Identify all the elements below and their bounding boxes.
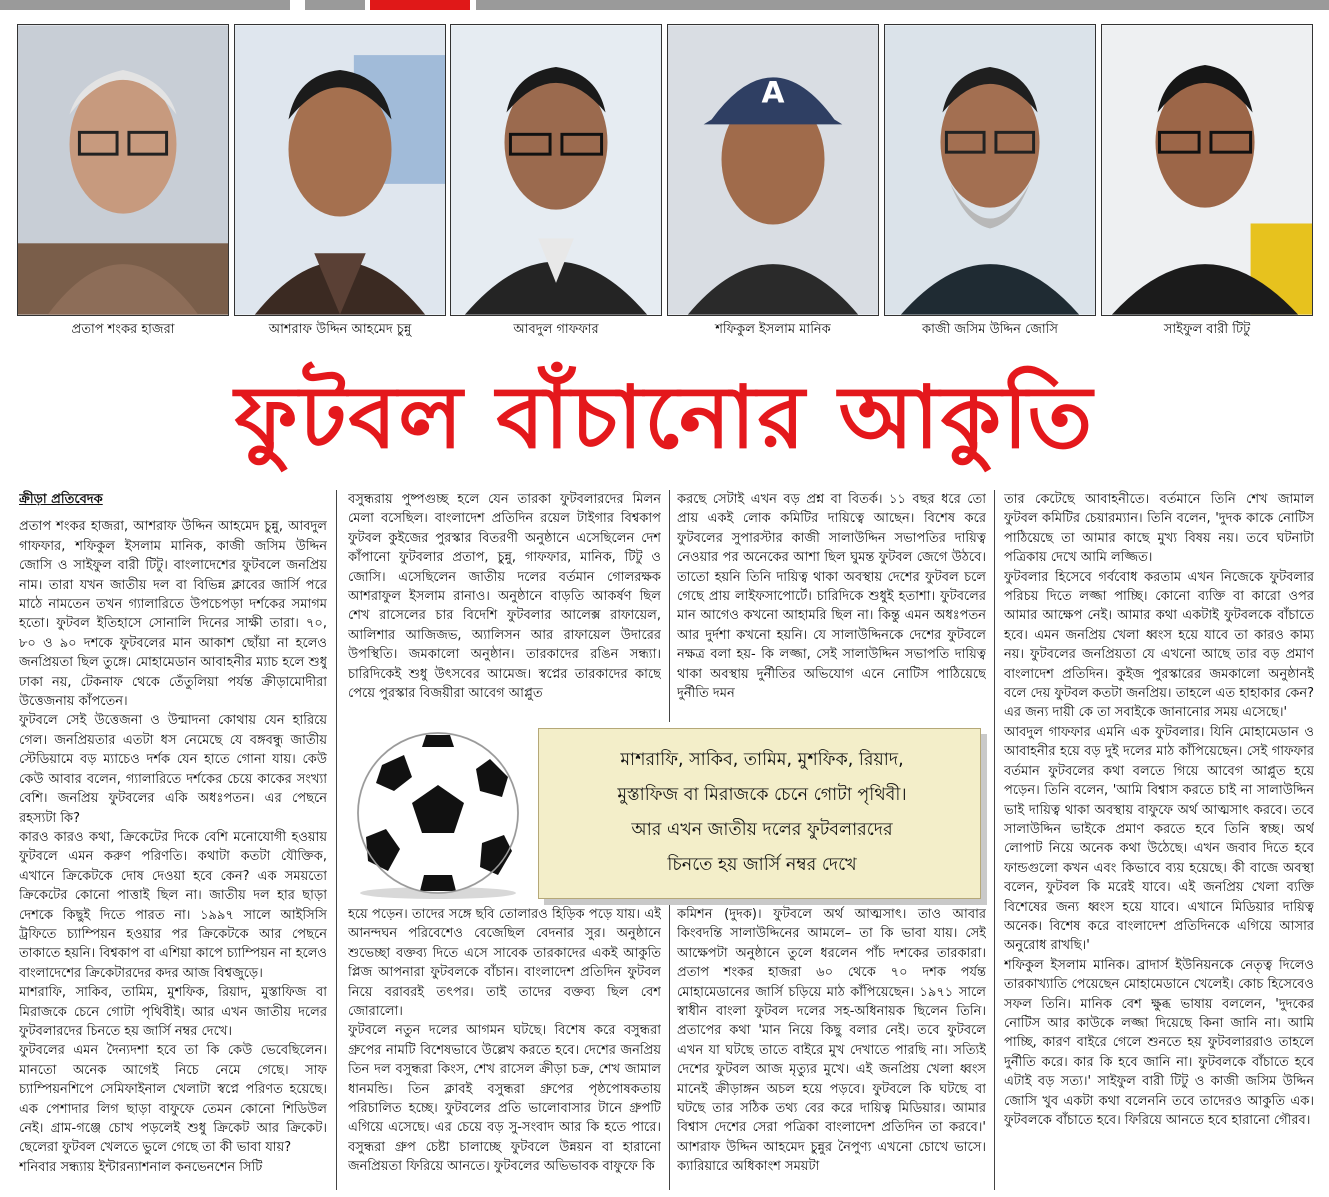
portrait-caption: আবদুল গাফফার xyxy=(513,322,599,337)
svg-text:A: A xyxy=(761,75,785,111)
article-column-2-bottom xyxy=(348,905,661,1195)
paragraph: আবদুল গাফফার এমনি এক ফুটবলার। যিনি মোহামেডান ও আবাহনীর হয়ে বড় দুই দলের মাঠ কাঁপিয়েছেন। সেই গাফফার বর্তমান ফুটবলের কথা বলতে গিয়ে আবেগ আপ্লুত হয়ে পড়েন। তিনি বলেন, 'আমি বিশ্বাস করতে চাই না সালাউদ্দিন ভাই দায়িত্ব থাকা অবস্থায় বাফুফে অর্থ আত্মসাৎ করবে। তবে সালাউদ্দিন ভাইকে প্রমাণ করতে হবে তিনি স্বচ্ছ। অর্থ লোপাট নিয়ে অনেক কথা উঠেছে। এখন জবাব দিতে হবে ফান্ডগুলো কখন এবং কিভাবে ব্যয় হয়েছে। কী বাজে অবস্থা বলেন, ফুটবল কি মরেই যাবে। এই জনপ্রিয় খেলা ব্যক্তি বিশেষের জন্য ধ্বংস হয়ে যাবে। এখানে মিডিয়ার দায়িত্ব অনেক। বিশেষ করে বাংলাদেশ প্রতিদিনকে এগিয়ে আসার অনুরোধ রাখছি।' xyxy=(1004,724,1314,954)
article-column-4 xyxy=(1004,490,1314,1195)
portrait-photo xyxy=(234,24,446,316)
portrait-row xyxy=(17,24,1313,346)
pull-quote-line: মুস্তাফিজ বা মিরাজকে চেনে গোটা পৃথিবী। xyxy=(617,785,907,805)
portrait-photo xyxy=(884,24,1096,316)
headline: ফুটবল বাঁচানোর আকুতি xyxy=(234,368,1095,468)
article-column-3-top xyxy=(677,490,986,722)
paragraph: ফুটবলে সেই উত্তেজনা ও উন্মাদনা কোথায় যেন হারিয়ে গেল। জনপ্রিয়তার এতটা ধস নেমেছে যে বঙ্গবন্ধু জাতীয় স্টেডিয়ামে বড় ম্যাচেও দর্শক যেন হাতে গোনা যায়। কেউ কেউ আবার বলেন, গ্যালারিতে দর্শকের চেয়ে কাকের সংখ্যা বেশি। জনপ্রিয় ফুটবলের একি অধঃপতন। এর পেছনে রহস্যটা কি? xyxy=(19,713,327,826)
paragraph: শনিবার সন্ধ্যায় ইন্টারন্যাশনাল কনভেনশেন সিটি xyxy=(19,1159,263,1175)
paragraph: হয়ে পড়েন। তাদের সঙ্গে ছবি তোলারও হিড়িক পড়ে যায়। এই আনন্দঘন পরিবেশেও বেজেছিল বেদনার সুর। অনুষ্ঠানে শুভেচ্ছা বক্তব্য দিতে এসে সাবেক তারকাদের একই আকুতি প্লিজ আপনারা ফুটবলকে বাঁচান। বাংলাদেশ প্রতিদিন ফুটবল নিয়ে বরাবরই তৎপর। তাই তাদের বক্তব্য ছিল বেশ জোরালো। xyxy=(348,907,661,1020)
column-divider xyxy=(336,490,337,1190)
portrait-photo xyxy=(1101,24,1313,316)
portrait-photo xyxy=(667,24,879,316)
paragraph: প্রতাপ শংকর হাজরা, আশরাফ উদ্দিন আহমেদ চুন্নু, আবদুল গাফফার, শফিকুল ইসলাম মানিক, কাজী জসিম উদ্দিন জোসি ও সাইফুল বারী টিটু। বাংলাদেশের ফুটবলে জনপ্রিয় নাম। তারা যখন জাতীয় দল বা বিভিন্ন ক্লাবের জার্সি পরে মাঠে নামতেন তখন গ্যালারিতে উপচেপড়া দর্শকের সমাগম হতো। ফুটবল ইতিহাসে সোনালি দিনের সাক্ষী তারা। ৭০, ৮০ ও ৯০ দশকে ফুটবলের মান আকাশ ছোঁয়া না হলেও জনপ্রিয়তা ছিল তুঙ্গে। মোহামেডান আবাহনীর ম্যাচ হলে শুধু ঢাকা নয়, টেকনাফ থেকে তেঁতুলিয়া পর্যন্ত ক্রীড়ামোদীরা উত্তেজনায় কাঁপতেন। xyxy=(19,519,327,710)
paragraph: কারও কারও কথা, ক্রিকেটের দিকে বেশি মনোযোগী হওয়ায় ফুটবলে এমন করুণ পরিণতি। কথাটা কতটা যৌক্তিক, এখানে ক্রিকেটকে দোষ দেওয়া হবে কেন? এক সময়তো ক্রিকেটের কোনো পাত্তাই ছিল না। জাতীয় দল হার ছাড়া দেশকে কিছুই দিতে পারত না। ১৯৯৭ সালে আইসিসি ট্রফিতে চ্যাম্পিয়ন হওয়ার পর ক্রিকেটকে আর পেছনে তাকাতে হয়নি। বিশ্বকাপ বা এশিয়া কাপে চ্যাম্পিয়ন না হলেও বাংলাদেশের ক্রিকেটারদের কদর আজ বিশ্বজুড়ে। xyxy=(19,829,327,981)
portrait-card xyxy=(17,24,229,339)
paragraph: তার কেটেছে আবাহনীতে। বর্তমানে তিনি শেখ জামাল ফুটবল কমিটির চেয়ারম্যান। তিনি বলেন, 'দুদক কাকে নোটিস পাঠিয়েছে তা আমার কাছে মুখ্য বিষয় নয়। তবে ঘটনাটা পত্রিকায় দেখে আমি লজ্জিত। xyxy=(1004,492,1314,566)
portrait-caption: প্রতাপ শংকর হাজরা xyxy=(71,322,175,337)
portrait-card xyxy=(884,24,1096,339)
column-divider xyxy=(669,905,670,1190)
pull-quote-line: চিনতে হয় জার্সি নম্বর দেখে xyxy=(667,855,857,875)
article-column-2-top xyxy=(348,490,661,722)
column-divider xyxy=(994,490,995,1190)
portrait-card xyxy=(450,24,662,339)
pull-quote-text xyxy=(552,743,972,883)
paragraph: ফুটবলে নতুন দলের আগমন ঘটছে। বিশেষ করে বসুন্ধরা গ্রুপের নামটি বিশেষভাবে উল্লেখ করতে হবে। দেশের জনপ্রিয় তিন দল বসুন্ধরা কিংস, শেখ রাসেল ক্রীড়া চক্র, শেখ জামাল ধানমন্ডি। তিন ক্লাবই বসুন্ধরা গ্রুপের পৃষ্ঠপোষকতায় পরিচালিত হচ্ছে। ফুটবলের প্রতি ভালোবাসার টানে গ্রুপটি এগিয়ে এসেছে। এর চেয়ে বড় সু-সংবাদ আর কি হতে পারে। বসুন্ধরা গ্রুপ চেষ্টা চালাচ্ছে ফুটবলে উন্নয়ন বা হারানো জনপ্রিয়তা ফিরিয়ে আনতে। ফুটবলের অভিভাবক বাফুফে কি xyxy=(348,1023,661,1175)
portrait-photo xyxy=(450,24,662,316)
column-divider xyxy=(669,490,670,722)
portrait-caption: কাজী জসিম উদ্দিন জোসি xyxy=(922,322,1058,337)
portrait-card xyxy=(667,24,879,339)
portrait-card xyxy=(234,24,446,339)
paragraph: ফুটবলের এমন দৈন্যদশা হবে তা কি কেউ ভেবেছিলেন। মানতো অনেক আগেই নিচে নেমে গেছে। সাফ চ্যাম্পিয়নশিপে সেমিফাইনাল খেলাটা স্বপ্নে পরিণত হয়েছে। এক পেশাদার লিগ ছাড়া বাফুফে তেমন কোনো শিডিউল নেই। গ্রাম-গঞ্জে চোখ পড়লেই শুধু ক্রিকেট আর ক্রিকেট। ছেলেরা ফুটবল খেলতে ভুলে গেছে তা কী ভাবা যায়? xyxy=(19,1043,327,1156)
portrait-caption: সাইফুল বারী টিটু xyxy=(1163,322,1251,337)
paragraph: করছে সেটাই এখন বড় প্রশ্ন বা বিতর্ক। ১১ বছর ধরে তো প্রায় একই লোক কমিটির দায়িত্বে আছেন। বিশেষ করে ফুটবলের সুপারস্টার কাজী সালাউদ্দিন সভাপতির দায়িত্ব নেওয়ার পর অনেকের আশা ছিল ঘুমন্ত ফুটবল জেগে উঠবে। তাতো হয়নি তিনি দায়িত্ব থাকা অবস্থায় দেশের ফুটবল চলে গেছে প্রায় লাইফসাপোর্টে। চারিদিকে শুধুই হতাশা। ফুটবলের মান আগেও কখনো আহামরি ছিল না। কিন্তু এমন অধঃপতন আর দুর্দশা কখনো হয়নি। যে সালাউদ্দিনকে দেশের ফুটবলে নক্ষত্র বলা হয়- কি লজ্জা, সেই সালাউদ্দিন সভাপতি দায়িত্ব থাকা অবস্থায় দুর্নীতির অভিযোগ এনে নোটিস পাঠিয়েছে দুর্নীতি দমন xyxy=(677,492,986,702)
top-rule xyxy=(0,0,1329,12)
portrait-caption: শফিকুল ইসলাম মানিক xyxy=(715,322,831,337)
football-icon xyxy=(342,725,532,900)
byline: ক্রীড়া প্রতিবেদক xyxy=(19,492,103,507)
paragraph: মাশরাফি, সাকিব, তামিম, মুশফিক, রিয়াদ, মুস্তাফিজ বা মিরাজকে চেনে গোটা পৃথিবীই। আর এখন জাতীয় দলের ফুটবলারদের চিনতে হয় জার্সি নম্বর দেখে। xyxy=(19,985,327,1039)
portrait-photo xyxy=(17,24,229,316)
portrait-caption: আশরাফ উদ্দিন আহমেদ চুন্নু xyxy=(268,322,412,337)
paragraph: ফুটবলার হিসেবে গর্ববোধ করতাম এখন নিজেকে ফুটবলার পরিচয় দিতে লজ্জা পাচ্ছি। কোনো ব্যক্তি বা কারো ওপর আমার আক্ষেপ নেই। আমার কথা একটাই ফুটবলকে বাঁচাতে হবে। এমন জনপ্রিয় খেলা ধ্বংস হয়ে যাবে তা কারও কাম্য নয়। ফুটবলের জনপ্রিয়তা যে এখনো আছে তার বড় প্রমাণ বাংলাদেশ প্রতিদিন। কুইজ পুরস্কারের জমকালো অনুষ্ঠানই বলে দেয় ফুটবল কতটা জনপ্রিয়। তাহলে এত হাহাকার কেন? এর জন্য দায়ী কে তা সবাইকে জানানোর সময় এসেছে।' xyxy=(1004,569,1314,721)
paragraph: কমিশন (দুদক)। ফুটবলে অর্থ আত্মসাৎ। তাও আবার কিংবদন্তি সালাউদ্দিনের আমলে– তা কি ভাবা যায়। সেই আক্ষেপটা অনুষ্ঠানে তুলে ধরলেন পাঁচ দশকের তারকারা। প্রতাপ শংকর হাজরা ৬০ থেকে ৭০ দশক পর্যন্ত মোহামেডানের জার্সি চড়িয়ে মাঠ কাঁপিয়েছেন। ১৯৭১ সালে স্বাধীন বাংলা ফুটবল দলের সহ-অধিনায়ক ছিলেন তিনি। প্রতাপের কথা 'মান নিয়ে কিছু বলার নেই। তবে ফুটবলে এখন যা ঘটছে তাতে বাইরে মুখ দেখাতে পারছি না। সত্যিই দেশের ফুটবল আজ মৃত্যুর মুখে। এই জনপ্রিয় খেলা ধ্বংস মানেই ক্রীড়াঙ্গন অচল হয়ে পড়বে। ফুটবলে কি ঘটছে বা ঘটছে তার সঠিক তথ্য বের করে দায়িত্ব মিডিয়ার। আমার বিশ্বাস দেশের সেরা পত্রিকা বাংলাদেশ প্রতিদিন তা করবে।' আশরাফ উদ্দিন আহমেদ চুন্নুর নৈপুণ্য এখনো চোখে ভাসে। ক্যারিয়ারে অধিকাংশ সময়টা xyxy=(677,907,986,1175)
paragraph: বসুন্ধরায় পুষ্পগুচ্ছ হলে যেন তারকা ফুটবলারদের মিলন মেলা বসেছিল। বাংলাদেশ প্রতিদিন রয়েল টাইগার বিশ্বকাপ ফুটবল কুইজের পুরস্কার বিতরণী অনুষ্ঠানে এসেছিলেন দেশ কাঁপানো ফুটবলার প্রতাপ, চুন্নু, গাফফার, মানিক, টিটু ও জোসি। এসেছিলেন জাতীয় দলের বর্তমান গোলরক্ষক আশরাফুল ইসলাম রানাও। অনুষ্ঠানে বাড়তি আকর্ষণ ছিল শেখ রাসেলের চার বিদেশি ফুটবলার আলেক্স রাফায়েল, আলিশার আজিজভ, অ্যালিসন আর রাফায়েল উদারের উপস্থিতি। জমকালো অনুষ্ঠান। তারকাদের রঙিন সন্ধ্যা। চারিদিকেই শুধু উৎসবের আমেজ। স্বপ্নের তারকাদের কাছে পেয়ে পুরস্কার বিজয়ীরা আবেগ আপ্লুত xyxy=(348,492,661,702)
portrait-card xyxy=(1101,24,1313,339)
pull-quote-line: আর এখন জাতীয় দলের ফুটবলারদের xyxy=(631,820,893,840)
article-column-3-bottom xyxy=(677,905,986,1195)
paragraph: শফিকুল ইসলাম মানিক। ব্রাদার্স ইউনিয়নকে নেতৃত্ব দিলেও তারকাখ্যাতি পেয়েছেন মোহামেডানে খেলেই। কোচ হিসেবেও সফল তিনি। মানিক বেশ ক্ষুব্ধ ভাষায় বললেন, 'দুদকের নোটিস আর কাউকে লজ্জা দিয়েছে কিনা জানি না। আমি পাচ্ছি, কারণ বাইরে গেলে শুনতে হয় ফুটবলাররাও তাহলে দুর্নীতি করে। কার কি হবে জানি না। ফুটবলকে বাঁচাতে হবে এটাই বড় সত্য।' সাইফুল বারী টিটু ও কাজী জসিম উদ্দিন জোসি খুব একটা কথা বলেননি তবে তাদেরও আকুতি এক। ফুটবলকে বাঁচাতে হবে। ফিরিয়ে আনতে হবে হারানো গৌরব। xyxy=(1004,957,1314,1128)
article-column-1 xyxy=(19,490,327,1195)
pull-quote-box xyxy=(342,725,983,900)
top-rule-accent xyxy=(370,0,470,10)
pull-quote-line: মাশরাফি, সাকিব, তামিম, মুশফিক, রিয়াদ, xyxy=(620,750,904,770)
